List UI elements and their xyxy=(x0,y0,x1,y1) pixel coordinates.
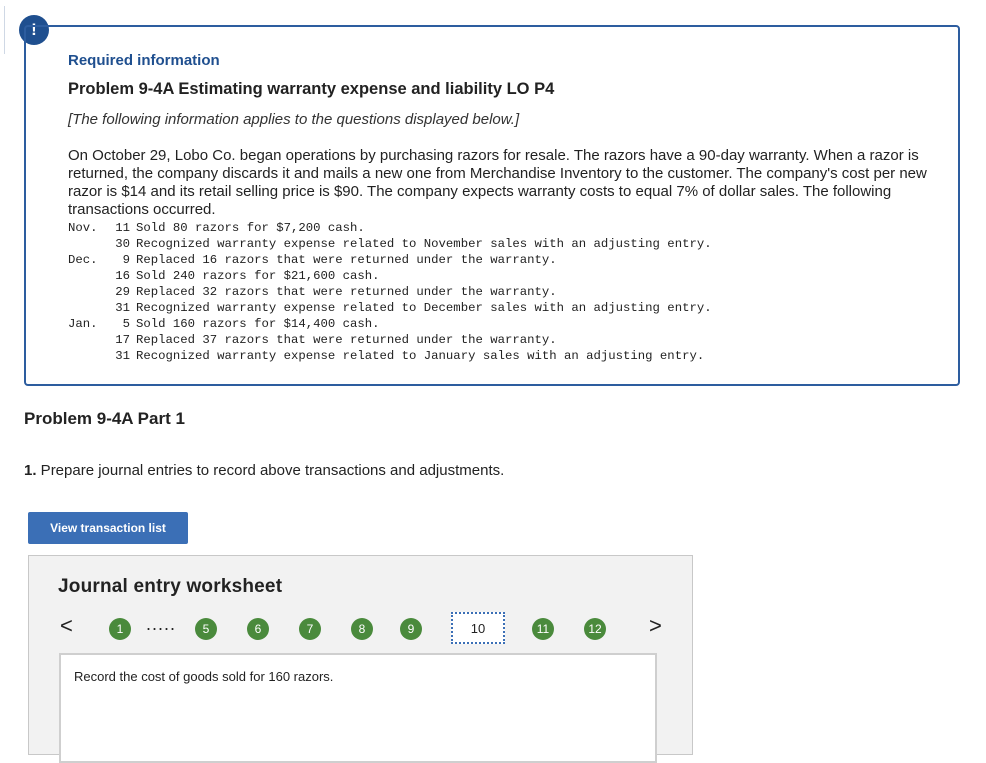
step-ellipsis: ..... xyxy=(146,614,177,634)
transaction-text: Replaced 32 razors that were returned under the warranty. xyxy=(136,285,557,299)
transaction-day: 16 xyxy=(115,269,130,283)
transaction-row xyxy=(68,333,712,349)
transaction-row xyxy=(68,285,712,301)
transaction-month: Nov. xyxy=(68,221,98,235)
entry-prompt: Record the cost of goods sold for 160 razors. xyxy=(74,669,334,684)
transaction-day: 29 xyxy=(115,285,130,299)
view-transaction-list-button[interactable]: View transaction list xyxy=(28,512,188,544)
transaction-month xyxy=(68,301,108,317)
transaction-day: 11 xyxy=(115,221,130,235)
instruction xyxy=(24,462,504,479)
transaction-month xyxy=(68,349,108,365)
prev-arrow-icon[interactable]: < xyxy=(60,613,73,638)
transaction-month xyxy=(68,333,108,349)
transaction-text: Recognized warranty expense related to December sales with an adjusting entry. xyxy=(136,301,712,315)
transaction-day: 31 xyxy=(115,301,130,315)
transaction-text: Sold 160 razors for $14,400 cash. xyxy=(136,317,380,331)
transaction-month: Dec. xyxy=(68,253,98,267)
step-10-current[interactable]: 10 xyxy=(451,612,505,644)
journal-entry-worksheet xyxy=(28,555,693,755)
transaction-day: 9 xyxy=(122,253,130,267)
step-5-button[interactable]: 5 xyxy=(195,618,217,640)
transaction-row xyxy=(68,317,712,333)
step-7-button[interactable]: 7 xyxy=(299,618,321,640)
step-12-button[interactable]: 12 xyxy=(584,618,606,640)
info-note: [The following information applies to the questions displayed below.] xyxy=(68,111,520,128)
problem-title: Problem 9-4A Estimating warranty expense and liability LO P4 xyxy=(68,80,555,98)
transaction-text: Replaced 37 razors that were returned under the warranty. xyxy=(136,333,557,347)
transaction-row xyxy=(68,269,712,285)
transaction-month: Jan. xyxy=(68,317,98,331)
transaction-month xyxy=(68,285,108,301)
transaction-day: 31 xyxy=(115,349,130,363)
transaction-day: 30 xyxy=(115,237,130,251)
step-8-button[interactable]: 8 xyxy=(351,618,373,640)
worksheet-title: Journal entry worksheet xyxy=(58,576,283,597)
transaction-day: 5 xyxy=(122,317,130,331)
transaction-row xyxy=(68,253,712,269)
transaction-month xyxy=(68,237,108,253)
step-6-button[interactable]: 6 xyxy=(247,618,269,640)
transaction-row xyxy=(68,349,712,365)
part-title: Problem 9-4A Part 1 xyxy=(24,409,185,428)
step-9-button[interactable]: 9 xyxy=(400,618,422,640)
entry-panel xyxy=(59,653,657,763)
transaction-day: 17 xyxy=(115,333,130,347)
transaction-row xyxy=(68,301,712,317)
instruction-text: Prepare journal entries to record above transactions and adjustments. xyxy=(36,462,505,479)
step-11-button[interactable]: 11 xyxy=(532,618,554,640)
transaction-month xyxy=(68,269,108,285)
transaction-text: Sold 240 razors for $21,600 cash. xyxy=(136,269,380,283)
step-1-button[interactable]: 1 xyxy=(109,618,131,640)
transaction-text: Recognized warranty expense related to January sales with an adjusting entry. xyxy=(136,349,705,363)
instruction-number: 1. xyxy=(24,462,37,479)
transaction-text: Replaced 16 razors that were returned under the warranty. xyxy=(136,253,557,267)
next-arrow-icon[interactable]: > xyxy=(649,613,662,638)
alert-tab xyxy=(0,6,5,54)
transaction-row xyxy=(68,221,712,237)
transactions-table xyxy=(68,221,712,365)
transaction-text: Sold 80 razors for $7,200 cash. xyxy=(136,221,365,235)
exclamation-icon: ! xyxy=(19,15,49,45)
required-information-box xyxy=(24,25,960,386)
transaction-row xyxy=(68,237,712,253)
problem-description: On October 29, Lobo Co. began operations by purchasing razors for resale. The razors have a 90-day warranty. When a razor is returned, the company discards it and mails a new one from Merchandise Inventory to the customer. The company's cost per new razor is $14 and its retail selling price is $90. The company expects warranty costs to equal 7% of dollar sales. The following transactions occurred. xyxy=(68,147,927,218)
required-information-label: Required information xyxy=(68,52,220,69)
transaction-text: Recognized warranty expense related to November sales with an adjusting entry. xyxy=(136,237,712,251)
